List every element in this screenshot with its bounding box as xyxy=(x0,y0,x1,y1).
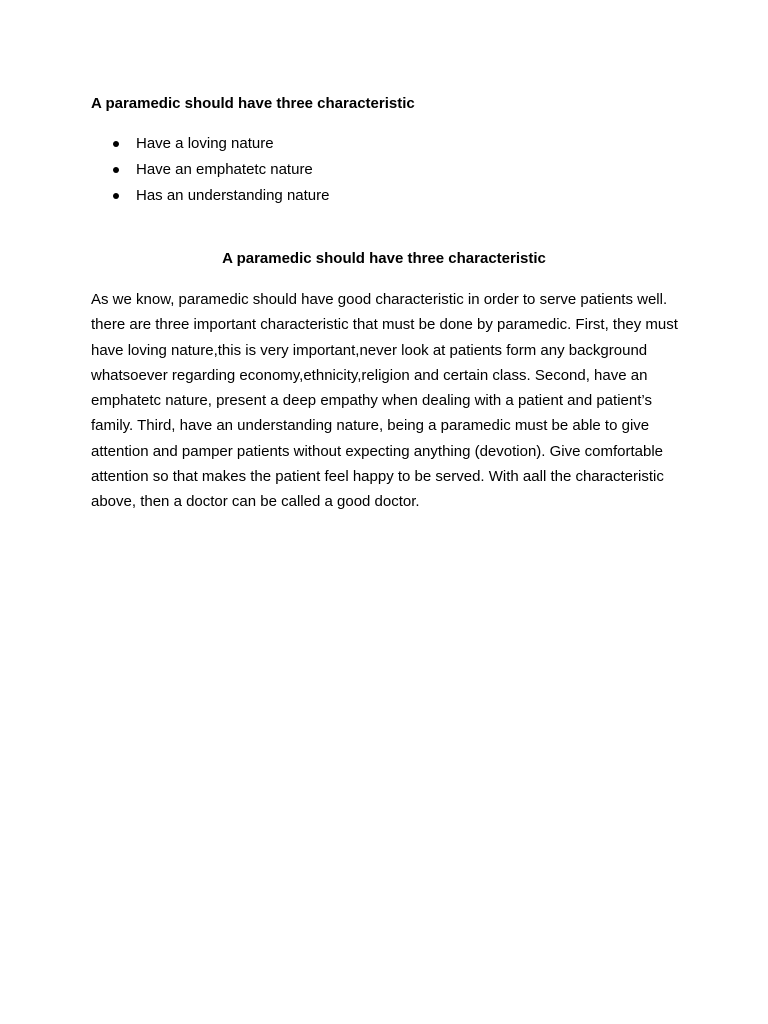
list-item-text: Have an emphatetc nature xyxy=(136,161,313,178)
bullet-icon xyxy=(113,167,119,173)
bullet-icon xyxy=(113,193,119,199)
section-heading: A paramedic should have three characteristic xyxy=(222,250,546,267)
list-item-text: Has an understanding nature xyxy=(136,187,330,204)
document-heading: A paramedic should have three characteristic xyxy=(91,95,415,112)
list-item-text: Have a loving nature xyxy=(136,135,274,152)
bullet-icon xyxy=(113,141,119,147)
body-paragraph: As we know, paramedic should have good characteristic in order to serve patients well. there are three important characteristic that must be done by paramedic. First, they must have loving nature,this is very important,never look at patients form any background whatsoever regarding economy,ethnicity,religion and certain class. Second, have an emphatetc nature, present a deep empathy when dealing with a patient and patient’s family. Third, have an understanding nature, being a paramedic must be able to give attention and pamper patients without expecting anything (devotion). Give comfortable attention so that makes the patient feel happy to be served. With aall the characteristic above, then a doctor can be called a good doctor. xyxy=(91,291,678,511)
